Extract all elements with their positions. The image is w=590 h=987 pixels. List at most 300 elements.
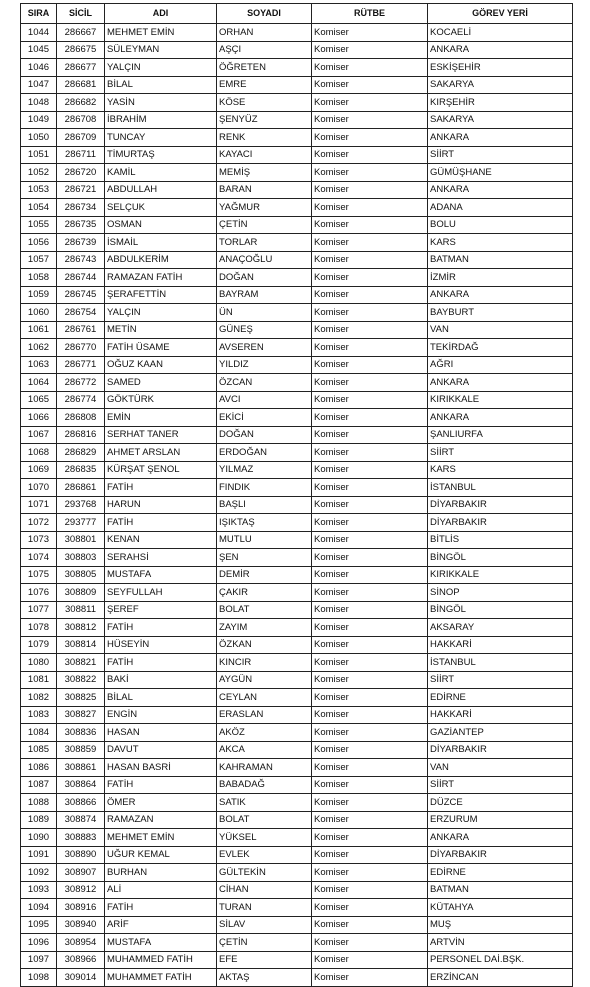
table-row: [21, 916, 573, 934]
cell-adi: SELÇUK: [105, 199, 217, 217]
cell-sicil: 286835: [57, 461, 105, 479]
cell-rutbe: Komiser: [312, 251, 428, 269]
cell-sira: 1051: [21, 146, 57, 164]
cell-gorev-yeri: EDİRNE: [428, 864, 573, 882]
cell-soyadi: ŞEN: [217, 549, 312, 567]
cell-gorev-yeri: GÜMÜŞHANE: [428, 164, 573, 182]
cell-gorev-yeri: BATMAN: [428, 881, 573, 899]
cell-adi: MEHMET EMİN: [105, 24, 217, 42]
table-row: [21, 899, 573, 917]
cell-rutbe: Komiser: [312, 566, 428, 584]
cell-sicil: 286675: [57, 41, 105, 59]
cell-soyadi: YILDIZ: [217, 356, 312, 374]
cell-sicil: 293768: [57, 496, 105, 514]
cell-sira: 1078: [21, 619, 57, 637]
cell-sira: 1066: [21, 409, 57, 427]
cell-rutbe: Komiser: [312, 461, 428, 479]
table-row: [21, 111, 573, 129]
cell-rutbe: Komiser: [312, 846, 428, 864]
cell-sicil: 286721: [57, 181, 105, 199]
cell-soyadi: ÇETİN: [217, 934, 312, 952]
table-body: [21, 24, 573, 987]
cell-soyadi: BAŞLI: [217, 496, 312, 514]
cell-adi: HÜSEYİN: [105, 636, 217, 654]
cell-adi: SERAHSİ: [105, 549, 217, 567]
cell-gorev-yeri: BİNGÖL: [428, 549, 573, 567]
cell-adi: MUSTAFA: [105, 566, 217, 584]
cell-gorev-yeri: AĞRI: [428, 356, 573, 374]
cell-soyadi: EVLEK: [217, 846, 312, 864]
cell-sicil: 286682: [57, 94, 105, 112]
cell-gorev-yeri: İSTANBUL: [428, 479, 573, 497]
cell-gorev-yeri: ESKİŞEHİR: [428, 59, 573, 77]
cell-gorev-yeri: GAZİANTEP: [428, 724, 573, 742]
cell-rutbe: Komiser: [312, 41, 428, 59]
cell-rutbe: Komiser: [312, 129, 428, 147]
cell-gorev-yeri: DİYARBAKIR: [428, 741, 573, 759]
cell-rutbe: Komiser: [312, 304, 428, 322]
cell-adi: ABDULLAH: [105, 181, 217, 199]
cell-rutbe: Komiser: [312, 269, 428, 287]
cell-adi: ABDULKERİM: [105, 251, 217, 269]
cell-sicil: 286754: [57, 304, 105, 322]
cell-sicil: 286708: [57, 111, 105, 129]
cell-sicil: 286735: [57, 216, 105, 234]
cell-gorev-yeri: SİİRT: [428, 444, 573, 462]
cell-sicil: 308809: [57, 584, 105, 602]
cell-sicil: 286720: [57, 164, 105, 182]
cell-rutbe: Komiser: [312, 24, 428, 42]
cell-adi: SAMED: [105, 374, 217, 392]
cell-sicil: 308890: [57, 846, 105, 864]
cell-adi: BAKİ: [105, 671, 217, 689]
roster-sheet: [20, 3, 572, 987]
cell-soyadi: ÇETİN: [217, 216, 312, 234]
table-row: [21, 94, 573, 112]
cell-gorev-yeri: PERSONEL DAİ.BŞK.: [428, 951, 573, 969]
cell-sicil: 308907: [57, 864, 105, 882]
cell-adi: AHMET ARSLAN: [105, 444, 217, 462]
table-row: [21, 444, 573, 462]
table-row: [21, 391, 573, 409]
cell-gorev-yeri: ANKARA: [428, 829, 573, 847]
cell-sicil: 308940: [57, 916, 105, 934]
cell-adi: OSMAN: [105, 216, 217, 234]
table-row: [21, 146, 573, 164]
cell-adi: SERHAT TANER: [105, 426, 217, 444]
cell-sira: 1044: [21, 24, 57, 42]
cell-soyadi: DEMİR: [217, 566, 312, 584]
cell-sira: 1046: [21, 59, 57, 77]
cell-soyadi: YILMAZ: [217, 461, 312, 479]
cell-soyadi: AKTAŞ: [217, 969, 312, 987]
cell-sira: 1055: [21, 216, 57, 234]
table-row: [21, 864, 573, 882]
cell-sira: 1077: [21, 601, 57, 619]
cell-adi: RAMAZAN: [105, 811, 217, 829]
cell-adi: KENAN: [105, 531, 217, 549]
cell-sira: 1093: [21, 881, 57, 899]
cell-rutbe: Komiser: [312, 864, 428, 882]
cell-sira: 1079: [21, 636, 57, 654]
table-row: [21, 41, 573, 59]
cell-adi: HARUN: [105, 496, 217, 514]
cell-sicil: 286739: [57, 234, 105, 252]
cell-adi: FATİH: [105, 899, 217, 917]
table-row: [21, 356, 573, 374]
cell-gorev-yeri: ANKARA: [428, 286, 573, 304]
cell-sira: 1098: [21, 969, 57, 987]
cell-sira: 1073: [21, 531, 57, 549]
table-row: [21, 181, 573, 199]
cell-soyadi: ŞENYÜZ: [217, 111, 312, 129]
cell-sira: 1050: [21, 129, 57, 147]
cell-soyadi: BAYRAM: [217, 286, 312, 304]
cell-sira: 1089: [21, 811, 57, 829]
cell-sicil: 286711: [57, 146, 105, 164]
cell-rutbe: Komiser: [312, 374, 428, 392]
cell-sira: 1084: [21, 724, 57, 742]
cell-soyadi: KÖSE: [217, 94, 312, 112]
header-sira: SIRA: [21, 4, 57, 24]
cell-rutbe: Komiser: [312, 916, 428, 934]
table-row: [21, 794, 573, 812]
cell-gorev-yeri: DİYARBAKIR: [428, 514, 573, 532]
cell-gorev-yeri: SİİRT: [428, 776, 573, 794]
cell-rutbe: Komiser: [312, 741, 428, 759]
cell-soyadi: AYGÜN: [217, 671, 312, 689]
cell-soyadi: ERDOĞAN: [217, 444, 312, 462]
cell-sira: 1083: [21, 706, 57, 724]
cell-adi: GÖKTÜRK: [105, 391, 217, 409]
cell-sira: 1058: [21, 269, 57, 287]
cell-sira: 1063: [21, 356, 57, 374]
cell-rutbe: Komiser: [312, 584, 428, 602]
cell-adi: ÖMER: [105, 794, 217, 812]
cell-sicil: 308825: [57, 689, 105, 707]
cell-sira: 1067: [21, 426, 57, 444]
table-row: [21, 654, 573, 672]
cell-soyadi: TURAN: [217, 899, 312, 917]
cell-adi: TUNCAY: [105, 129, 217, 147]
table-row: [21, 76, 573, 94]
table-row: [21, 129, 573, 147]
cell-soyadi: AŞÇI: [217, 41, 312, 59]
cell-sira: 1095: [21, 916, 57, 934]
cell-rutbe: Komiser: [312, 94, 428, 112]
table-row: [21, 514, 573, 532]
table-row: [21, 829, 573, 847]
cell-sicil: 286816: [57, 426, 105, 444]
cell-adi: ARİF: [105, 916, 217, 934]
cell-soyadi: CİHAN: [217, 881, 312, 899]
cell-adi: HASAN BASRİ: [105, 759, 217, 777]
cell-adi: ALİ: [105, 881, 217, 899]
table-row: [21, 286, 573, 304]
cell-gorev-yeri: HAKKARİ: [428, 636, 573, 654]
cell-gorev-yeri: SİİRT: [428, 146, 573, 164]
cell-sira: 1069: [21, 461, 57, 479]
cell-rutbe: Komiser: [312, 934, 428, 952]
table-row: [21, 811, 573, 829]
header-gorev-yeri: GÖREV YERİ: [428, 4, 573, 24]
cell-soyadi: IŞIKTAŞ: [217, 514, 312, 532]
cell-rutbe: Komiser: [312, 146, 428, 164]
cell-rutbe: Komiser: [312, 181, 428, 199]
cell-gorev-yeri: KARS: [428, 234, 573, 252]
table-row: [21, 619, 573, 637]
table-row: [21, 234, 573, 252]
cell-sira: 1074: [21, 549, 57, 567]
table-row: [21, 846, 573, 864]
cell-adi: ENGİN: [105, 706, 217, 724]
cell-sicil: 308954: [57, 934, 105, 952]
cell-rutbe: Komiser: [312, 899, 428, 917]
cell-adi: FATİH: [105, 776, 217, 794]
cell-sicil: 286743: [57, 251, 105, 269]
cell-gorev-yeri: HAKKARİ: [428, 706, 573, 724]
cell-sira: 1047: [21, 76, 57, 94]
table-row: [21, 251, 573, 269]
cell-rutbe: Komiser: [312, 391, 428, 409]
cell-adi: HASAN: [105, 724, 217, 742]
cell-rutbe: Komiser: [312, 356, 428, 374]
header-soyadi: SOYADI: [217, 4, 312, 24]
cell-soyadi: SATIK: [217, 794, 312, 812]
table-row: [21, 496, 573, 514]
cell-sira: 1062: [21, 339, 57, 357]
cell-sicil: 308801: [57, 531, 105, 549]
cell-sira: 1071: [21, 496, 57, 514]
table-row: [21, 776, 573, 794]
cell-sira: 1081: [21, 671, 57, 689]
cell-gorev-yeri: KOCAELİ: [428, 24, 573, 42]
cell-soyadi: BARAN: [217, 181, 312, 199]
cell-soyadi: RENK: [217, 129, 312, 147]
cell-sicil: 286681: [57, 76, 105, 94]
table-header: [21, 4, 573, 24]
cell-adi: KAMİL: [105, 164, 217, 182]
cell-sira: 1094: [21, 899, 57, 917]
cell-soyadi: DOĞAN: [217, 426, 312, 444]
cell-soyadi: BABADAĞ: [217, 776, 312, 794]
table-row: [21, 59, 573, 77]
cell-sicil: 286709: [57, 129, 105, 147]
cell-sicil: 308912: [57, 881, 105, 899]
cell-rutbe: Komiser: [312, 881, 428, 899]
cell-adi: TİMURTAŞ: [105, 146, 217, 164]
table-row: [21, 24, 573, 42]
header-adi: ADI: [105, 4, 217, 24]
cell-gorev-yeri: AKSARAY: [428, 619, 573, 637]
cell-soyadi: KINCIR: [217, 654, 312, 672]
cell-sicil: 286677: [57, 59, 105, 77]
table-row: [21, 321, 573, 339]
cell-sira: 1057: [21, 251, 57, 269]
cell-adi: FATİH ÜSAME: [105, 339, 217, 357]
cell-gorev-yeri: DİYARBAKIR: [428, 846, 573, 864]
cell-gorev-yeri: DÜZCE: [428, 794, 573, 812]
cell-adi: FATİH: [105, 619, 217, 637]
cell-sicil: 286761: [57, 321, 105, 339]
cell-soyadi: BOLAT: [217, 601, 312, 619]
cell-rutbe: Komiser: [312, 199, 428, 217]
cell-adi: KÜRŞAT ŞENOL: [105, 461, 217, 479]
cell-sicil: 308811: [57, 601, 105, 619]
cell-soyadi: AVCI: [217, 391, 312, 409]
cell-adi: FATİH: [105, 514, 217, 532]
cell-rutbe: Komiser: [312, 216, 428, 234]
cell-rutbe: Komiser: [312, 321, 428, 339]
cell-sira: 1054: [21, 199, 57, 217]
cell-sira: 1097: [21, 951, 57, 969]
cell-gorev-yeri: SAKARYA: [428, 76, 573, 94]
cell-gorev-yeri: ARTVİN: [428, 934, 573, 952]
cell-sira: 1045: [21, 41, 57, 59]
table-row: [21, 934, 573, 952]
cell-sira: 1068: [21, 444, 57, 462]
cell-gorev-yeri: BİTLİS: [428, 531, 573, 549]
cell-gorev-yeri: ANKARA: [428, 409, 573, 427]
cell-soyadi: ORHAN: [217, 24, 312, 42]
cell-gorev-yeri: KÜTAHYA: [428, 899, 573, 917]
cell-sicil: 308916: [57, 899, 105, 917]
cell-soyadi: GÜNEŞ: [217, 321, 312, 339]
cell-sira: 1086: [21, 759, 57, 777]
cell-soyadi: BOLAT: [217, 811, 312, 829]
cell-gorev-yeri: ANKARA: [428, 181, 573, 199]
cell-gorev-yeri: ADANA: [428, 199, 573, 217]
table-row: [21, 584, 573, 602]
cell-adi: MEHMET EMİN: [105, 829, 217, 847]
cell-sicil: 286829: [57, 444, 105, 462]
cell-rutbe: Komiser: [312, 76, 428, 94]
cell-soyadi: ÖZKAN: [217, 636, 312, 654]
cell-sicil: 308814: [57, 636, 105, 654]
cell-sicil: 308821: [57, 654, 105, 672]
cell-soyadi: EKİCİ: [217, 409, 312, 427]
cell-gorev-yeri: EDİRNE: [428, 689, 573, 707]
cell-gorev-yeri: ERZİNCAN: [428, 969, 573, 987]
cell-rutbe: Komiser: [312, 829, 428, 847]
table-row: [21, 969, 573, 987]
cell-sira: 1060: [21, 304, 57, 322]
cell-sicil: 309014: [57, 969, 105, 987]
cell-sira: 1049: [21, 111, 57, 129]
cell-soyadi: AVSEREN: [217, 339, 312, 357]
cell-soyadi: CEYLAN: [217, 689, 312, 707]
cell-rutbe: Komiser: [312, 59, 428, 77]
cell-gorev-yeri: MUŞ: [428, 916, 573, 934]
cell-gorev-yeri: KIRIKKALE: [428, 566, 573, 584]
table-row: [21, 636, 573, 654]
cell-adi: OĞUZ KAAN: [105, 356, 217, 374]
cell-rutbe: Komiser: [312, 531, 428, 549]
cell-soyadi: YÜKSEL: [217, 829, 312, 847]
table-row: [21, 706, 573, 724]
cell-soyadi: EMRE: [217, 76, 312, 94]
table-row: [21, 269, 573, 287]
cell-sicil: 286772: [57, 374, 105, 392]
table-row: [21, 531, 573, 549]
table-row: [21, 216, 573, 234]
cell-rutbe: Komiser: [312, 671, 428, 689]
cell-sira: 1082: [21, 689, 57, 707]
cell-rutbe: Komiser: [312, 111, 428, 129]
cell-rutbe: Komiser: [312, 654, 428, 672]
cell-soyadi: ANAÇOĞLU: [217, 251, 312, 269]
cell-rutbe: Komiser: [312, 479, 428, 497]
cell-rutbe: Komiser: [312, 776, 428, 794]
cell-soyadi: ZAYIM: [217, 619, 312, 637]
cell-rutbe: Komiser: [312, 444, 428, 462]
cell-gorev-yeri: BATMAN: [428, 251, 573, 269]
table-row: [21, 881, 573, 899]
cell-soyadi: ÇAKIR: [217, 584, 312, 602]
header-row: [21, 4, 573, 24]
header-rutbe: RÜTBE: [312, 4, 428, 24]
cell-sicil: 308883: [57, 829, 105, 847]
table-row: [21, 409, 573, 427]
cell-gorev-yeri: VAN: [428, 321, 573, 339]
table-row: [21, 339, 573, 357]
table-row: [21, 199, 573, 217]
cell-soyadi: GÜLTEKİN: [217, 864, 312, 882]
cell-soyadi: TORLAR: [217, 234, 312, 252]
cell-rutbe: Komiser: [312, 549, 428, 567]
cell-sicil: 286774: [57, 391, 105, 409]
roster-table: [20, 3, 573, 987]
cell-adi: FATİH: [105, 654, 217, 672]
cell-sicil: 286770: [57, 339, 105, 357]
cell-sira: 1087: [21, 776, 57, 794]
cell-adi: RAMAZAN FATİH: [105, 269, 217, 287]
table-row: [21, 566, 573, 584]
cell-sira: 1076: [21, 584, 57, 602]
cell-sira: 1061: [21, 321, 57, 339]
cell-sicil: 308805: [57, 566, 105, 584]
cell-gorev-yeri: ERZURUM: [428, 811, 573, 829]
cell-soyadi: YAĞMUR: [217, 199, 312, 217]
cell-sicil: 308864: [57, 776, 105, 794]
cell-sicil: 308827: [57, 706, 105, 724]
cell-sicil: 308861: [57, 759, 105, 777]
cell-rutbe: Komiser: [312, 496, 428, 514]
cell-rutbe: Komiser: [312, 339, 428, 357]
cell-sira: 1052: [21, 164, 57, 182]
cell-sicil: 308803: [57, 549, 105, 567]
table-row: [21, 759, 573, 777]
cell-sicil: 308966: [57, 951, 105, 969]
cell-soyadi: AKCA: [217, 741, 312, 759]
cell-adi: YASİN: [105, 94, 217, 112]
header-sicil: SİCİL: [57, 4, 105, 24]
cell-adi: SÜLEYMAN: [105, 41, 217, 59]
cell-rutbe: Komiser: [312, 636, 428, 654]
cell-adi: DAVUT: [105, 741, 217, 759]
cell-sira: 1088: [21, 794, 57, 812]
cell-gorev-yeri: BAYBURT: [428, 304, 573, 322]
cell-rutbe: Komiser: [312, 234, 428, 252]
cell-gorev-yeri: ANKARA: [428, 129, 573, 147]
cell-gorev-yeri: ŞANLIURFA: [428, 426, 573, 444]
cell-gorev-yeri: KIRŞEHİR: [428, 94, 573, 112]
table-row: [21, 304, 573, 322]
cell-rutbe: Komiser: [312, 286, 428, 304]
cell-adi: FATİH: [105, 479, 217, 497]
table-row: [21, 951, 573, 969]
cell-gorev-yeri: SAKARYA: [428, 111, 573, 129]
